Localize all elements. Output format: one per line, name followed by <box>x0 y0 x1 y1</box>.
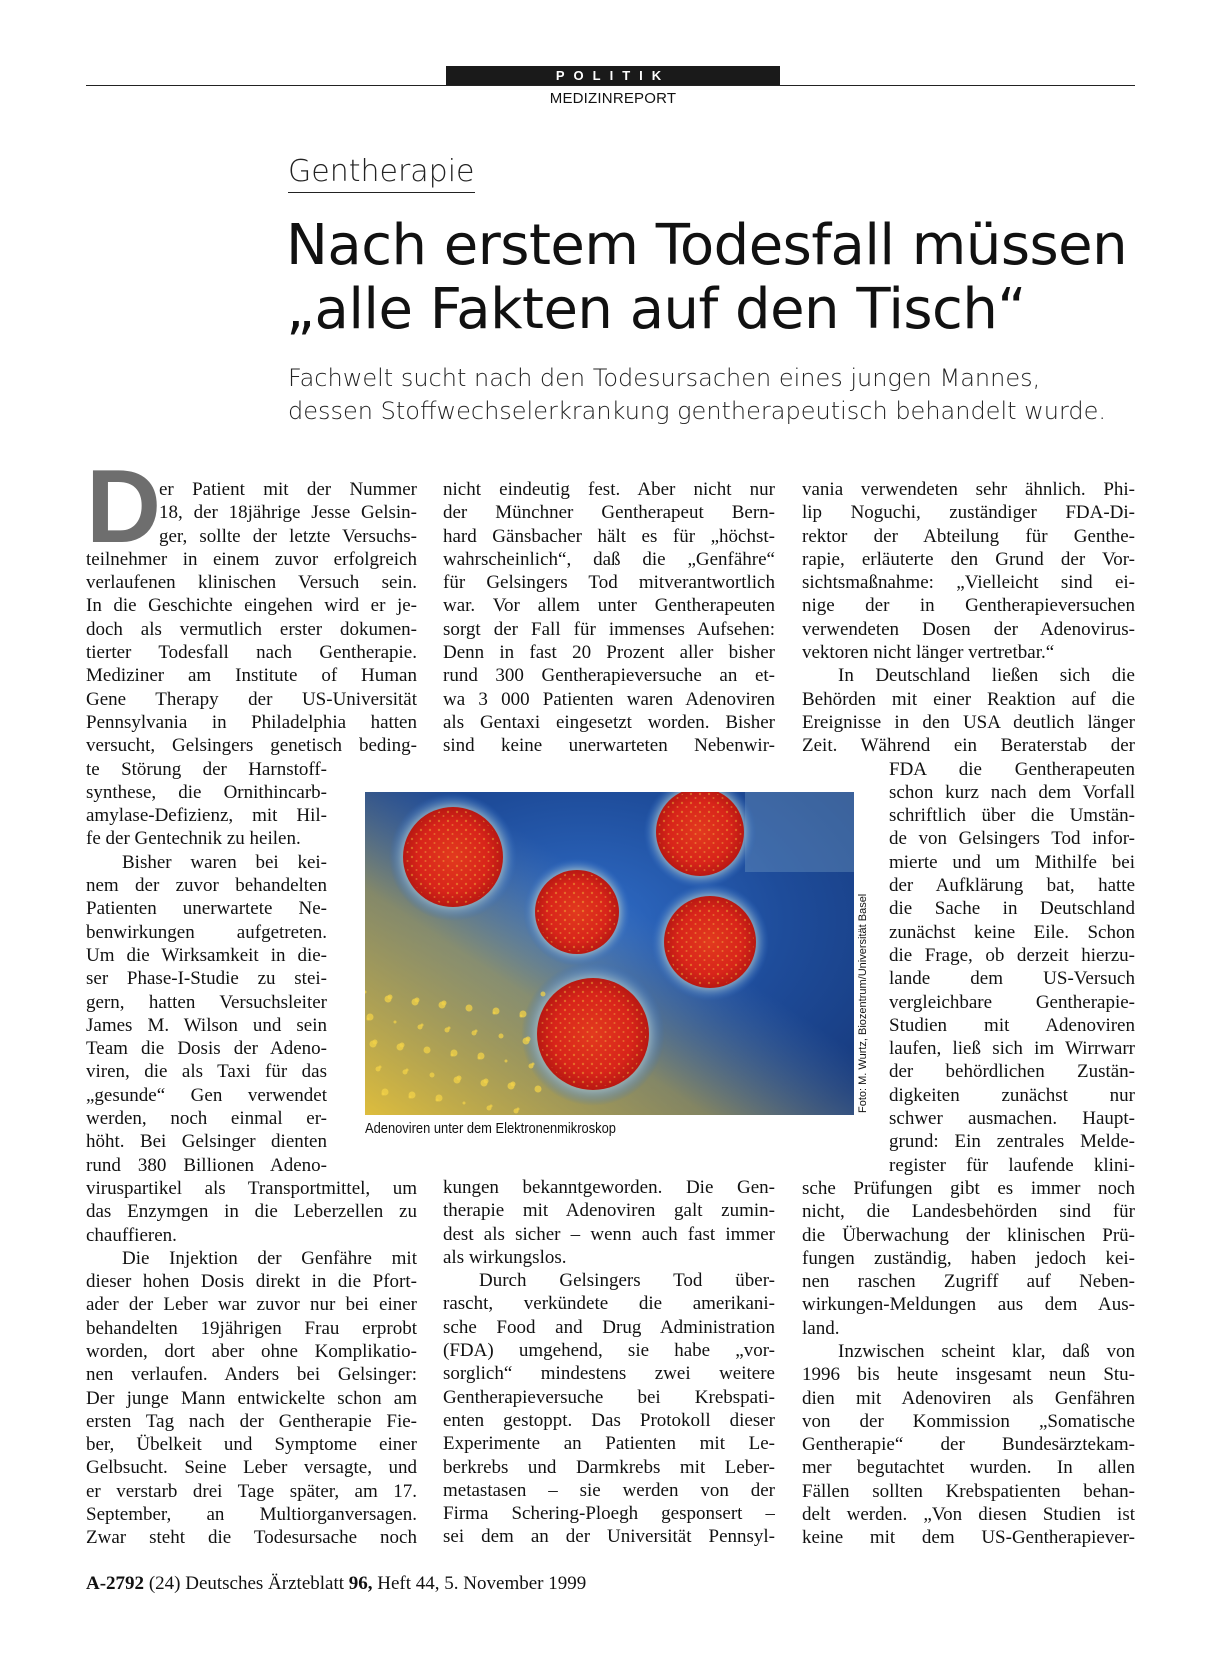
speck <box>430 1073 435 1078</box>
text-line: tierter Todesfall nach Gentherapie. <box>86 642 417 664</box>
text-line: keine mit dem US-Gentherapiever- <box>802 1527 1135 1549</box>
adenovirus-image <box>365 792 854 1115</box>
text-line: der Münchner Gentherapeut Bern- <box>443 502 775 524</box>
text-line: er verstarb drei Tage später, am 17. <box>86 1480 417 1502</box>
text-line: In die Geschichte eingehen wird er je- <box>86 595 417 617</box>
text-line: Team die Dosis der Adeno- <box>86 1038 327 1060</box>
text-line: zunächst keine Eile. Schon <box>889 921 1135 943</box>
speck <box>370 1041 377 1048</box>
text-line: von der Kommission „Somatische <box>802 1410 1135 1432</box>
text-line: land. <box>802 1317 840 1339</box>
page-footer <box>86 1573 586 1595</box>
text-line: nige der in Gentherapieversuchen <box>802 595 1135 617</box>
text-line: Inzwischen scheint klar, daß von <box>838 1340 1135 1362</box>
text-line: Bisher waren bei kei- <box>122 851 327 873</box>
text-line: Gentherapieversuche bei Krebspati- <box>443 1386 775 1408</box>
photo-credit: Foto: M. Wurtz, Biozentrum/Universität Basel <box>857 893 869 1113</box>
headline-line: „alle Fakten auf den Tisch“ <box>286 277 1026 342</box>
text-line: sorglich“ mindestens zwei weitere <box>443 1363 775 1385</box>
subhead <box>288 362 1168 428</box>
text-line: Die Injektion der Genfähre mit <box>122 1247 417 1269</box>
text-line: ber, Übelkeit und Symptome einer <box>86 1434 417 1456</box>
speck <box>499 1034 504 1039</box>
speck <box>523 1038 530 1045</box>
virus-texture <box>537 872 617 952</box>
text-line: als Gentaxi eingesetzt worden. Bisher <box>443 711 775 733</box>
text-line: benwirkungen aufgetreten. <box>86 921 327 943</box>
text-line: enten gestoppt. Das Protokoll dieser <box>443 1409 775 1431</box>
text-line: schriftlich über die Umstän- <box>889 805 1135 827</box>
text-line: In Deutschland ließen sich die <box>838 665 1135 687</box>
speck <box>505 1060 508 1063</box>
text-line: hard Gänsbacher hält es für „höchst- <box>443 525 775 547</box>
speck <box>520 1015 523 1018</box>
text-line: der Aufklärung bat, hatte <box>889 875 1135 897</box>
text-line: Experimente an Patienten mit Le- <box>443 1433 775 1455</box>
text-line: 18, der 18jährige Jesse Gelsin- <box>159 502 417 524</box>
text-line: rund 380 Billionen Adeno- <box>86 1154 327 1176</box>
text-line: viren, die als Taxi für das <box>86 1061 327 1083</box>
text-line: Studien mit Adenoviren <box>889 1014 1135 1036</box>
text-line: er Patient mit der Nummer <box>159 479 417 500</box>
text-line: dest als sicher – wenn auch fast immer <box>443 1223 775 1245</box>
text-line: rapie, erläuterte den Grund der Vor- <box>802 548 1135 570</box>
text-line: register für laufende klini- <box>889 1154 1135 1176</box>
text-line: höht. Bei Gelsinger dienten <box>86 1131 327 1153</box>
text-line: fe der Gentechnik zu heilen. <box>86 828 301 850</box>
text-line: verwendeten Dosen der Adenovirus- <box>802 618 1135 640</box>
section-label: POLITIK <box>446 66 780 85</box>
text-line: September, an Multiorganversagen. <box>86 1504 417 1526</box>
text-line: mierte und um Mithilfe bei <box>889 851 1135 873</box>
text-line: doch als vermutlich erster dokumen- <box>86 618 417 640</box>
header-rule <box>86 85 1135 86</box>
text-line: war. Vor allem unter Gentherapeuten <box>443 595 775 617</box>
text-line: de von Gelsingers Tod infor- <box>889 828 1135 850</box>
text-line: kungen bekanntgeworden. Die Gen- <box>443 1177 775 1198</box>
text-line: fungen zuständig, haben jedoch kei- <box>802 1247 1135 1269</box>
text-line: chauffieren. <box>86 1224 177 1246</box>
text-line: worden, dort aber ohne Komplikatio- <box>86 1340 417 1362</box>
text-line: rund 300 Gentherapieversuche an et- <box>443 665 775 687</box>
virus-texture <box>406 810 501 905</box>
text-line: rascht, verkündete die amerikani- <box>443 1293 775 1315</box>
speck <box>403 1070 408 1075</box>
text-line: lande dem US-Versuch <box>889 968 1135 990</box>
text-line: Ereignisse in den USA deutlich länger <box>802 711 1135 733</box>
text-line: amylase-Defizienz, mit Hil- <box>86 805 327 827</box>
text-line: für Gelsingers Tod mitverantwortlich <box>443 572 775 594</box>
speck <box>409 1096 412 1099</box>
text-line: vektoren nicht länger vertretbar.“ <box>802 642 1055 664</box>
text-line: schon kurz nach dem Vorfall <box>889 781 1135 803</box>
speck <box>454 1077 461 1084</box>
text-line: Patienten unerwartete Ne- <box>86 898 327 920</box>
text-line: ersten Tag nach der Gentherapie Fie- <box>86 1410 417 1432</box>
text-line: ger, sollte der letzte Versuchs- <box>159 525 417 547</box>
speck <box>472 1031 477 1036</box>
text-line: Um die Wirksamkeit in die- <box>86 944 327 966</box>
text-line: ser Phase-I-Studie zu stei- <box>86 968 327 990</box>
text-line: mer begutachtet wurden. In allen <box>802 1457 1135 1479</box>
text-line: sorgt der Fall für immenses Aufsehen: <box>443 618 775 640</box>
text-line: die Sache in Deutschland <box>889 898 1135 920</box>
speck <box>487 1106 492 1111</box>
text-line: vania verwendeten sehr ähnlich. Phi- <box>802 479 1135 500</box>
speck <box>412 999 419 1006</box>
speck <box>529 1064 534 1069</box>
speck <box>418 1025 423 1030</box>
text-line: teilnehmer in einem zuvor erfolgreich <box>86 548 417 570</box>
text-line: 1996 bis heute insgesamt neun Stu- <box>802 1364 1135 1386</box>
text-line: vergleichbare Gentherapie- <box>889 991 1135 1013</box>
text-line: Denn in fast 20 Prozent aller bisher <box>443 642 775 664</box>
text-line: laufen, ließ sich im Wirrwarr <box>889 1038 1135 1060</box>
text-line: te Störung der Harnstoff- <box>86 758 327 780</box>
speck <box>424 1047 431 1054</box>
text-line: die Überwachung der klinischen Prü- <box>802 1224 1135 1246</box>
text-line: als wirkungslos. <box>443 1246 567 1268</box>
text-line: lip Noguchi, zuständiger FDA-Di- <box>802 502 1135 524</box>
text-line: Zeit. Während ein Beraterstab der <box>802 735 1135 757</box>
text-line: viruspartikel als Transportmittel, um <box>86 1177 417 1199</box>
virus-texture <box>658 792 742 874</box>
text-line: gern, hatten Versuchsleiter <box>86 991 327 1013</box>
figure-caption: Adenoviren unter dem Elektronenmikroskop <box>365 1120 616 1137</box>
speck <box>478 1057 481 1060</box>
text-line: Pennsylvania in Philadelphia hatten <box>86 711 417 733</box>
text-line: James M. Wilson und sein <box>86 1014 327 1036</box>
headline <box>286 214 1166 342</box>
speck <box>508 1083 515 1090</box>
text-line: FDA die Gentherapeuten <box>889 758 1135 780</box>
text-line: delt werden. „Von diesen Studien ist <box>802 1504 1135 1526</box>
speck <box>493 1012 496 1015</box>
text-line: nen verlaufen. Anders bei Gelsinger: <box>86 1364 417 1386</box>
text-line: werden, noch einmal er- <box>86 1108 327 1130</box>
speck <box>367 1018 370 1021</box>
text-line: wa 3 000 Patienten waren Adenoviren <box>443 688 775 710</box>
text-line: synthese, die Ornithincarb- <box>86 781 327 803</box>
text-line: sichtsmaßnahme: „Vielleicht sind ei- <box>802 572 1135 594</box>
virus-texture <box>540 981 646 1087</box>
speck <box>541 992 546 997</box>
text-line: Gelbsucht. Seine Leber versagte, und <box>86 1457 417 1479</box>
electron-micrograph <box>365 792 854 1115</box>
text-line: der behördlichen Zustän- <box>889 1061 1135 1083</box>
text-line: nem der zuvor behandelten <box>86 875 327 897</box>
issue-suffix: Heft 44, 5. November 1999 <box>377 1573 587 1594</box>
text-line: sei dem an der Universität Pennsyl- <box>443 1526 775 1548</box>
speck <box>445 1028 450 1033</box>
text-line: sind keine unerwarteten Nebenwir- <box>443 735 775 757</box>
text-line: nen raschen Zugriff auf Neben- <box>802 1271 1135 1293</box>
text-line: (FDA) umgehend, sie habe „vor- <box>443 1340 775 1362</box>
text-line: die Frage, ob derzeit hierzu- <box>889 944 1135 966</box>
speck <box>466 1005 473 1012</box>
speck <box>439 1002 446 1009</box>
speck <box>436 1099 439 1102</box>
text-line: Durch Gelsingers Tod über- <box>479 1270 775 1292</box>
text-line: Behörden mit einer Reaktion auf die <box>802 688 1135 710</box>
speck <box>382 1093 385 1096</box>
text-line: verlaufenen klinischen Versuch sein. <box>86 572 417 594</box>
text-line: Der junge Mann entwickelte schon am <box>86 1387 417 1409</box>
text-line: sche Food and Drug Administration <box>443 1316 775 1338</box>
virus-texture <box>666 898 753 985</box>
speck <box>463 1102 466 1105</box>
text-line: rektor der Abteilung für Genthe- <box>802 525 1135 547</box>
volume: 96, <box>348 1573 373 1594</box>
speck <box>394 1021 397 1024</box>
text-line: nicht eindeutig fest. Aber nicht nur <box>443 479 775 500</box>
text-line: Gentherapie“ der Bundesärztekam- <box>802 1434 1135 1456</box>
text-line: wahrscheinlich“, daß die „Genfähre“ <box>443 548 775 570</box>
subsection-label: MEDIZINREPORT <box>549 90 677 107</box>
drop-cap: D <box>86 449 162 565</box>
text-line: Fällen sollten Krebspatienten behan- <box>802 1480 1135 1502</box>
text-line: das Enzymgen in die Leberzellen zu <box>86 1201 417 1223</box>
speck <box>397 1044 404 1051</box>
text-line: ader der Leber war zuvor nur bei einer <box>86 1294 417 1316</box>
text-line: Zwar steht die Todesursache noch <box>86 1527 417 1549</box>
text-line: behandelten 19jährigen Frau erprobt <box>86 1317 417 1339</box>
text-line: berkrebs und Darmkrebs mit Leber- <box>443 1456 775 1478</box>
text-line: Mediziner am Institute of Human <box>86 665 417 687</box>
text-line: digkeiten zunächst nur <box>889 1084 1135 1106</box>
text-line: Firma Schering-Ploegh gesponsert – <box>443 1503 775 1525</box>
speck <box>514 1109 519 1114</box>
text-line: sche Prüfungen gibt es immer noch <box>802 1177 1135 1199</box>
text-line: therapie mit Adenoviren galt zumin- <box>443 1200 775 1222</box>
text-line: grund: Ein zentrales Melde- <box>889 1131 1135 1153</box>
speck <box>376 1067 381 1072</box>
speck <box>451 1054 454 1057</box>
speck <box>481 1080 488 1087</box>
text-line: nicht, die Landesbehörden sind für <box>802 1201 1135 1223</box>
subhead-line: Fachwelt sucht nach den Todesursachen eines jungen Mannes, <box>288 364 1041 392</box>
issue-prefix: (24) Deutsches Ärzteblatt <box>148 1573 345 1594</box>
text-line: dien mit Adenoviren als Genfähren <box>802 1387 1135 1409</box>
page-number: A-2792 <box>86 1573 145 1594</box>
speck <box>535 1086 542 1093</box>
column-2-bottom <box>443 1176 775 1549</box>
text-line: Gene Therapy der US-Universität <box>86 688 417 710</box>
kicker: Gentherapie <box>288 154 475 193</box>
text-line: dieser hohen Dosis direkt in die Pfort- <box>86 1271 417 1293</box>
column-2-top <box>443 478 775 758</box>
text-line: „gesunde“ Gen verwendet <box>86 1084 327 1106</box>
text-line: wirkungen-Meldungen aus dem Aus- <box>802 1294 1135 1316</box>
subhead-line: dessen Stoffwechselerkrankung gentherapeutisch behandelt wurde. <box>288 397 1107 425</box>
speck <box>385 996 392 1003</box>
text-line: metastasen – sie werden von der <box>443 1479 775 1501</box>
headline-line: Nach erstem Todesfall müssen <box>286 213 1128 278</box>
text-line: versucht, Gelsingers genetisch beding- <box>86 735 417 757</box>
text-line: schwer ausmachen. Haupt- <box>889 1108 1135 1130</box>
